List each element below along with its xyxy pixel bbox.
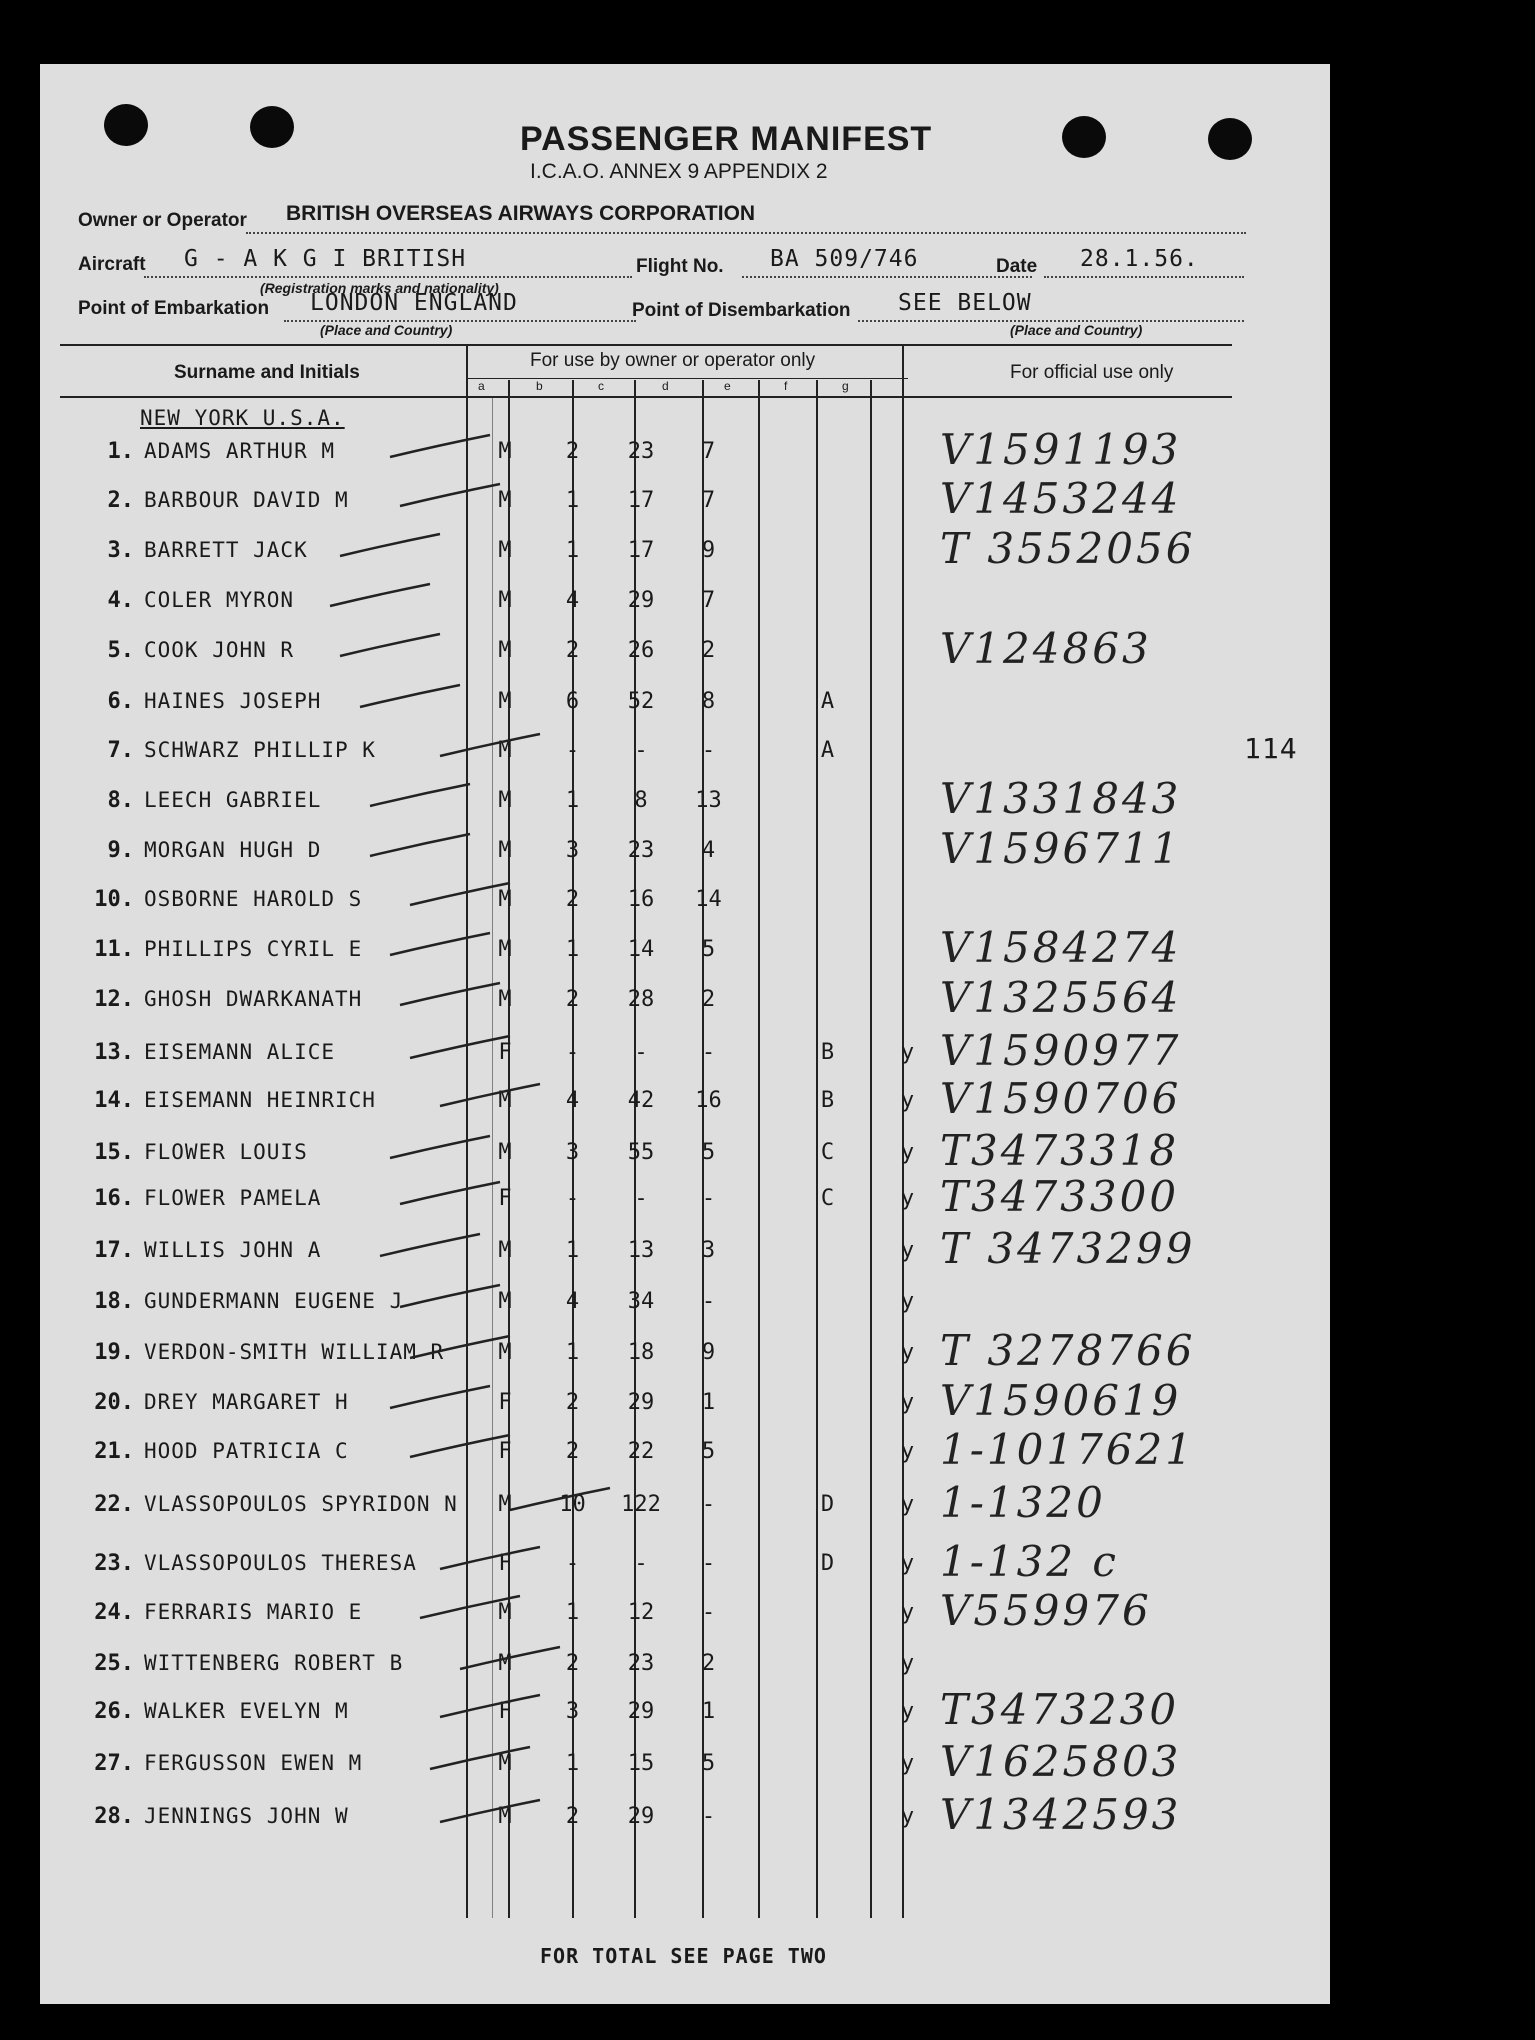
official-entry: T 3473299	[940, 1224, 1196, 1273]
pen-stroke	[440, 1800, 540, 1822]
official-entry: V1591193	[940, 425, 1182, 474]
page-title: PASSENGER MANIFEST	[520, 120, 933, 158]
column-b-cell: 2	[565, 987, 580, 1012]
sex-cell: F	[498, 1439, 512, 1464]
pen-stroke	[410, 883, 510, 905]
pen-strokes	[40, 64, 1330, 2004]
passenger-name: DREY MARGARET H	[144, 1390, 349, 1414]
total-footer: FOR TOTAL SEE PAGE TWO	[540, 1944, 827, 1968]
column-c-cell: 18	[627, 1340, 655, 1365]
owner-value: BRITISH OVERSEAS AIRWAYS CORPORATION	[286, 202, 756, 225]
column-b-cell: 1	[565, 1340, 580, 1365]
column-d-cell: 2	[701, 1651, 716, 1676]
column-d-cell: 4	[701, 838, 716, 863]
column-c-cell: 17	[627, 488, 655, 513]
column-b-cell: 3	[565, 1699, 580, 1724]
subcol-a: a	[478, 379, 485, 393]
column-f-cell: A	[820, 689, 835, 714]
column-b-cell: -	[565, 738, 580, 763]
column-c-cell: 22	[627, 1439, 655, 1464]
aircraft-label: Aircraft	[78, 254, 146, 275]
sex-cell: M	[498, 788, 512, 813]
column-f-cell: B	[820, 1040, 835, 1065]
column-c-cell: -	[634, 738, 648, 763]
sex-cell: F	[498, 1186, 512, 1211]
passenger-name: ADAMS ARTHUR M	[144, 439, 336, 463]
column-c-cell: 23	[627, 439, 655, 464]
column-b-cell: 1	[565, 937, 580, 962]
row-number: 6.	[107, 689, 134, 714]
column-b-cell: 10	[559, 1492, 586, 1517]
embarkation-label: Point of Embarkation	[78, 298, 270, 319]
column-b-cell: -	[565, 1040, 580, 1065]
column-b-cell: 6	[565, 689, 580, 714]
column-c-cell: 15	[627, 1751, 655, 1776]
row-number: 28.	[94, 1804, 134, 1829]
column-g-cell: y	[900, 1600, 915, 1625]
sex-cell: M	[498, 1651, 512, 1676]
passenger-name: BARRETT JACK	[144, 538, 308, 562]
column-b-cell: 3	[565, 1140, 580, 1165]
pen-stroke	[410, 1435, 510, 1457]
column-d-cell: 5	[701, 1751, 716, 1776]
passenger-name: EISEMANN ALICE	[144, 1040, 336, 1064]
sex-cell: F	[498, 1551, 512, 1576]
official-entry: V559976	[940, 1586, 1152, 1635]
pen-stroke	[430, 1747, 530, 1769]
passenger-name: COOK JOHN R	[144, 638, 295, 662]
passenger-name: GUNDERMANN EUGENE J	[144, 1289, 404, 1313]
column-c-cell: -	[634, 1040, 648, 1065]
sex-cell: M	[498, 439, 512, 464]
subcol-b: b	[536, 379, 543, 393]
column-d-cell: -	[701, 1600, 716, 1625]
column-d-cell: 9	[701, 1340, 716, 1365]
pen-stroke	[440, 1695, 540, 1717]
pen-stroke	[440, 1084, 540, 1106]
disembarkation-note: (Place and Country)	[1010, 322, 1143, 338]
column-b-cell: 1	[565, 1238, 580, 1263]
pen-stroke	[390, 933, 490, 955]
row-number: 3.	[107, 538, 134, 563]
column-f-cell: D	[820, 1492, 835, 1517]
date-label: Date	[996, 256, 1038, 277]
column-c-cell: 29	[627, 588, 655, 613]
column-c-cell: 23	[627, 838, 655, 863]
official-entry: V1342593	[940, 1790, 1182, 1839]
column-d-cell: 2	[701, 638, 716, 663]
official-entry: V1325564	[940, 973, 1182, 1022]
date-value: 28.1.56.	[1080, 246, 1199, 272]
row-number: 27.	[94, 1751, 134, 1776]
sex-cell: M	[498, 1751, 512, 1776]
column-d-cell: -	[701, 1492, 716, 1517]
column-g-cell: y	[900, 1439, 915, 1464]
official-entry: T3473318	[940, 1126, 1180, 1175]
pen-stroke	[380, 1234, 480, 1256]
column-c-cell: 14	[627, 937, 655, 962]
pen-stroke	[460, 1647, 560, 1669]
sex-cell: M	[498, 1289, 512, 1314]
sex-cell: M	[498, 987, 512, 1012]
column-g-cell: y	[900, 1040, 915, 1065]
official-entry: 1-1320	[940, 1478, 1106, 1527]
column-f-cell: C	[820, 1186, 835, 1211]
column-b-cell: 2	[565, 439, 580, 464]
official-entry: 1-132 c	[940, 1537, 1119, 1586]
column-c-cell: 26	[627, 638, 655, 663]
registration-note: (Registration marks and nationality)	[260, 280, 499, 296]
sex-cell: M	[498, 1492, 512, 1517]
column-c-cell: 34	[627, 1289, 655, 1314]
sex-cell: F	[498, 1040, 512, 1065]
passenger-name: VLASSOPOULOS THERESA	[144, 1551, 417, 1575]
pen-stroke	[410, 1036, 510, 1058]
sex-cell: M	[498, 937, 512, 962]
column-c-cell: 29	[627, 1390, 655, 1415]
row-number: 24.	[94, 1600, 134, 1625]
embarkation-note: (Place and Country)	[320, 322, 453, 338]
column-g-cell: y	[900, 1186, 915, 1211]
subcol-f: f	[784, 379, 788, 393]
row-number: 14.	[94, 1088, 134, 1113]
row-number: 18.	[94, 1289, 134, 1314]
page-subtitle: I.C.A.O. ANNEX 9 APPENDIX 2	[530, 160, 828, 183]
flight-value: BA 509/746	[770, 246, 919, 272]
column-b-cell: 1	[565, 488, 580, 513]
column-b-cell: 1	[565, 538, 580, 563]
row-number: 13.	[94, 1040, 134, 1065]
column-b-cell: 2	[565, 1804, 580, 1829]
column-b-cell: 2	[565, 638, 580, 663]
sex-cell: M	[498, 887, 512, 912]
destination-section: NEW YORK U.S.A.	[140, 406, 345, 430]
column-b-cell: 1	[565, 788, 580, 813]
passenger-name: WILLIS JOHN A	[144, 1238, 322, 1262]
passenger-name: SCHWARZ PHILLIP K	[144, 738, 376, 762]
official-entry: V1590619	[940, 1376, 1182, 1425]
column-c-cell: 29	[627, 1804, 655, 1829]
pen-stroke	[340, 534, 440, 556]
official-entry: V1590977	[940, 1026, 1182, 1075]
column-c-cell: 13	[627, 1238, 655, 1263]
column-c-cell: -	[634, 1186, 648, 1211]
column-d-cell: 9	[701, 538, 716, 563]
sex-cell: F	[498, 1699, 512, 1724]
column-g-cell: y	[900, 1492, 915, 1517]
sex-cell: M	[498, 1340, 512, 1365]
pen-stroke	[330, 584, 430, 606]
column-c-cell: 52	[627, 689, 655, 714]
pen-stroke	[400, 983, 500, 1005]
column-b-cell: 2	[565, 1390, 580, 1415]
official-entry: V1596711	[940, 824, 1182, 873]
subcol-d: d	[662, 379, 669, 393]
pen-stroke	[420, 1596, 520, 1618]
flight-label: Flight No.	[636, 256, 724, 277]
pen-stroke	[370, 834, 470, 856]
column-b-cell: 4	[565, 588, 580, 613]
sex-cell: M	[498, 1600, 512, 1625]
sex-cell: M	[498, 1140, 512, 1165]
column-f-cell: B	[820, 1088, 835, 1113]
passenger-name: WALKER EVELYN M	[144, 1699, 349, 1723]
column-f-cell: A	[820, 738, 835, 763]
sex-cell: M	[498, 838, 512, 863]
pen-stroke	[340, 634, 440, 656]
official-entry: T3473230	[940, 1685, 1180, 1734]
column-d-cell: 7	[701, 439, 716, 464]
pen-stroke	[390, 435, 490, 457]
column-d-cell: -	[701, 1186, 716, 1211]
manifest-sheet	[40, 64, 1330, 2004]
row-number: 21.	[94, 1439, 134, 1464]
passenger-name: GHOSH DWARKANATH	[144, 987, 363, 1011]
column-c-cell: 55	[627, 1140, 655, 1165]
column-c-cell: 12	[627, 1600, 655, 1625]
official-entry: 1-1017621	[940, 1425, 1195, 1474]
column-g-cell: y	[900, 1140, 915, 1165]
row-number: 2.	[107, 488, 134, 513]
passenger-name: WITTENBERG ROBERT B	[144, 1651, 404, 1675]
pen-stroke	[390, 1386, 490, 1408]
row-number: 26.	[94, 1699, 134, 1724]
column-g-cell: y	[900, 1751, 915, 1776]
passenger-name: FLOWER LOUIS	[144, 1140, 308, 1164]
column-c-cell: 29	[627, 1699, 655, 1724]
column-g-cell: y	[900, 1651, 915, 1676]
column-d-cell: -	[701, 1040, 716, 1065]
column-b-cell: 2	[565, 1651, 580, 1676]
sex-cell: M	[498, 1238, 512, 1263]
row-number: 9.	[107, 838, 134, 863]
sex-cell: M	[498, 1088, 512, 1113]
passenger-name: FLOWER PAMELA	[144, 1186, 322, 1210]
column-c-cell: 23	[627, 1651, 655, 1676]
column-g-cell: y	[900, 1088, 915, 1113]
column-b-cell: 1	[565, 1600, 580, 1625]
official-entry: V1625803	[940, 1737, 1182, 1786]
pen-stroke	[410, 1336, 510, 1358]
passenger-name: OSBORNE HAROLD S	[144, 887, 363, 911]
column-b-cell: 2	[565, 887, 580, 912]
column-d-cell: 8	[701, 689, 716, 714]
column-c-cell: 28	[627, 987, 655, 1012]
column-g-cell: y	[900, 1289, 915, 1314]
column-c-cell: 122	[621, 1492, 661, 1517]
column-d-cell: 13	[695, 788, 722, 813]
pen-stroke	[510, 1488, 610, 1510]
page-marker: 114	[1244, 732, 1298, 765]
row-number: 23.	[94, 1551, 134, 1576]
sex-cell: M	[498, 1804, 512, 1829]
column-c-cell: 17	[627, 538, 655, 563]
column-d-cell: -	[701, 1289, 716, 1314]
passenger-name: COLER MYRON	[144, 588, 295, 612]
row-number: 1.	[107, 439, 134, 464]
pen-stroke	[360, 685, 460, 707]
row-number: 4.	[107, 588, 134, 613]
column-d-cell: 3	[701, 1238, 716, 1263]
row-number: 25.	[94, 1651, 134, 1676]
column-g-cell: y	[900, 1340, 915, 1365]
row-number: 5.	[107, 638, 134, 663]
column-g-cell: y	[900, 1699, 915, 1724]
column-c-cell: -	[634, 1551, 648, 1576]
column-g-cell: y	[900, 1390, 915, 1415]
row-number: 7.	[107, 738, 134, 763]
row-number: 11.	[94, 937, 134, 962]
aircraft-value: G - A K G I BRITISH	[184, 246, 467, 272]
column-g-cell: y	[900, 1804, 915, 1829]
column-d-cell: -	[701, 1551, 716, 1576]
column-b-cell: 2	[565, 1439, 580, 1464]
passenger-name: VLASSOPOULOS SPYRIDON N	[144, 1492, 458, 1516]
column-b-cell: 4	[565, 1289, 580, 1314]
column-d-cell: 5	[701, 1439, 716, 1464]
column-g-cell: y	[900, 1238, 915, 1263]
sex-cell: M	[498, 488, 512, 513]
column-g-cell: y	[900, 1551, 915, 1576]
row-number: 15.	[94, 1140, 134, 1165]
official-entry: V1584274	[940, 923, 1182, 972]
column-f-cell: D	[820, 1551, 835, 1576]
surname-column-header: Surname and Initials	[174, 362, 360, 383]
passenger-name: JENNINGS JOHN W	[144, 1804, 349, 1828]
column-d-cell: 14	[695, 887, 722, 912]
disembarkation-value: SEE BELOW	[898, 290, 1032, 316]
subcol-c: c	[598, 379, 604, 393]
column-b-cell: 4	[565, 1088, 580, 1113]
official-entry: T 3552056	[940, 524, 1196, 573]
column-c-cell: 16	[627, 887, 655, 912]
official-use-header: For official use only	[1010, 362, 1174, 383]
column-b-cell: -	[565, 1551, 580, 1576]
column-d-cell: 7	[701, 588, 716, 613]
column-b-cell: 1	[565, 1751, 580, 1776]
passenger-name: BARBOUR DAVID M	[144, 488, 349, 512]
column-d-cell: 16	[695, 1088, 722, 1113]
pen-stroke	[390, 1136, 490, 1158]
official-entry: V1453244	[940, 474, 1182, 523]
row-number: 10.	[94, 887, 134, 912]
row-number: 12.	[94, 987, 134, 1012]
subcol-e: e	[724, 379, 731, 393]
column-d-cell: 5	[701, 937, 716, 962]
sex-cell: M	[498, 538, 512, 563]
pen-stroke	[400, 1285, 500, 1307]
column-d-cell: 1	[701, 1390, 716, 1415]
subcol-g: g	[842, 379, 849, 393]
owner-label: Owner or Operator	[78, 210, 247, 231]
passenger-name: HAINES JOSEPH	[144, 689, 322, 713]
owner-use-header: For use by owner or operator only	[530, 350, 816, 371]
official-entry: V1331843	[940, 774, 1182, 823]
passenger-name: EISEMANN HEINRICH	[144, 1088, 376, 1112]
embarkation-value: LONDON ENGLAND	[310, 290, 518, 316]
passenger-name: PHILLIPS CYRIL E	[144, 937, 363, 961]
row-number: 20.	[94, 1390, 134, 1415]
passenger-name: FERGUSSON EWEN M	[144, 1751, 363, 1775]
column-d-cell: -	[701, 738, 716, 763]
official-entry: V124863	[940, 624, 1152, 673]
disembarkation-label: Point of Disembarkation	[632, 300, 851, 321]
passenger-name: VERDON-SMITH WILLIAM R	[144, 1340, 445, 1364]
sex-cell: F	[498, 1390, 512, 1415]
sex-cell: M	[498, 738, 512, 763]
pen-stroke	[370, 784, 470, 806]
passenger-name: LEECH GABRIEL	[144, 788, 322, 812]
row-number: 22.	[94, 1492, 134, 1517]
row-number: 19.	[94, 1340, 134, 1365]
column-d-cell: 1	[701, 1699, 716, 1724]
pen-stroke	[400, 484, 500, 506]
official-entry: T 3278766	[940, 1326, 1196, 1375]
pen-stroke	[440, 734, 540, 756]
column-b-cell: 3	[565, 838, 580, 863]
column-d-cell: 2	[701, 987, 716, 1012]
column-d-cell: 7	[701, 488, 716, 513]
column-d-cell: 5	[701, 1140, 716, 1165]
row-number: 16.	[94, 1186, 134, 1211]
column-c-cell: 8	[634, 788, 648, 813]
passenger-name: FERRARIS MARIO E	[144, 1600, 363, 1624]
row-number: 8.	[107, 788, 134, 813]
passenger-name: HOOD PATRICIA C	[144, 1439, 349, 1463]
passenger-name: MORGAN HUGH D	[144, 838, 322, 862]
column-f-cell: C	[820, 1140, 835, 1165]
sex-cell: M	[498, 689, 512, 714]
sex-cell: M	[498, 638, 512, 663]
pen-stroke	[400, 1182, 500, 1204]
official-entry: V1590706	[940, 1074, 1182, 1123]
column-b-cell: -	[565, 1186, 580, 1211]
official-entry: T3473300	[940, 1172, 1180, 1221]
sex-cell: M	[498, 588, 512, 613]
row-number: 17.	[94, 1238, 134, 1263]
column-c-cell: 42	[627, 1088, 655, 1113]
pen-stroke	[440, 1547, 540, 1569]
column-d-cell: -	[701, 1804, 716, 1829]
